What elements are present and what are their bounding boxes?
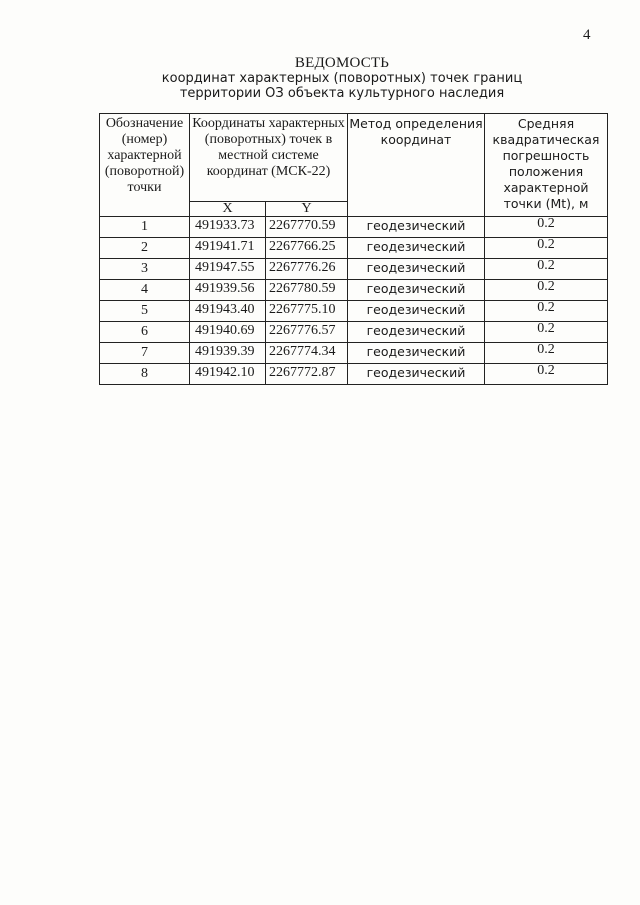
x-cell: 491947.55 bbox=[190, 259, 266, 280]
y-cell: 2267776.57 bbox=[266, 322, 348, 343]
y-cell: 2267766.25 bbox=[266, 238, 348, 259]
x-cell: 491941.71 bbox=[190, 238, 266, 259]
x-cell: 491939.39 bbox=[190, 343, 266, 364]
point-cell: 1 bbox=[100, 217, 190, 238]
accuracy-cell: 0.2 bbox=[485, 343, 608, 364]
title-subline-1: координат характерных (поворотных) точек границ bbox=[161, 71, 523, 86]
y-cell: 2267774.34 bbox=[266, 343, 348, 364]
accuracy-cell: 0.2 bbox=[485, 280, 608, 301]
header-method: Метод определения координат bbox=[348, 114, 485, 217]
y-cell: 2267776.26 bbox=[266, 259, 348, 280]
x-cell: 491943.40 bbox=[190, 301, 266, 322]
x-cell: 491942.10 bbox=[190, 364, 266, 385]
method-cell: геодезический bbox=[348, 217, 485, 238]
method-cell: геодезический bbox=[348, 301, 485, 322]
title-heading: ВЕДОМОСТЬ bbox=[294, 55, 390, 71]
accuracy-cell: 0.2 bbox=[485, 238, 608, 259]
x-cell: 491933.73 bbox=[190, 217, 266, 238]
header-y: Y bbox=[266, 201, 348, 216]
accuracy-cell: 0.2 bbox=[485, 259, 608, 280]
point-cell: 3 bbox=[100, 259, 190, 280]
method-cell: геодезический bbox=[348, 259, 485, 280]
point-cell: 2 bbox=[100, 238, 190, 259]
table-row bbox=[100, 238, 608, 259]
x-cell: 491940.69 bbox=[190, 322, 266, 343]
table-row bbox=[100, 217, 608, 238]
coordinates-table bbox=[99, 113, 608, 385]
y-cell: 2267770.59 bbox=[266, 217, 348, 238]
point-cell: 5 bbox=[100, 301, 190, 322]
accuracy-cell: 0.2 bbox=[485, 322, 608, 343]
header-point-designation: Обозначение (номер) характерной (поворотной) точки bbox=[100, 114, 190, 217]
table-row bbox=[100, 322, 608, 343]
y-cell: 2267780.59 bbox=[266, 280, 348, 301]
x-cell: 491939.56 bbox=[190, 280, 266, 301]
method-cell: геодезический bbox=[348, 322, 485, 343]
point-cell: 8 bbox=[100, 364, 190, 385]
accuracy-cell: 0.2 bbox=[485, 364, 608, 385]
table-row bbox=[100, 301, 608, 322]
table-row bbox=[100, 364, 608, 385]
point-cell: 6 bbox=[100, 322, 190, 343]
y-cell: 2267772.87 bbox=[266, 364, 348, 385]
header-x: X bbox=[190, 201, 266, 216]
accuracy-cell: 0.2 bbox=[485, 301, 608, 322]
method-cell: геодезический bbox=[348, 343, 485, 364]
table-row bbox=[100, 343, 608, 364]
header-coordinates: Координаты характерных (поворотных) точек в местной системе координат (МСК-22) bbox=[190, 114, 348, 202]
y-cell: 2267775.10 bbox=[266, 301, 348, 322]
page-number: 4 bbox=[583, 27, 591, 43]
method-cell: геодезический bbox=[348, 364, 485, 385]
accuracy-cell: 0.2 bbox=[485, 217, 608, 238]
method-cell: геодезический bbox=[348, 238, 485, 259]
title-subline-2: территории ОЗ объекта культурного наследия bbox=[179, 86, 505, 101]
document-title bbox=[0, 56, 640, 101]
table-row bbox=[100, 259, 608, 280]
header-accuracy: Средняя квадратическая погрешность положения характерной точки (Mt), м bbox=[485, 114, 608, 217]
table-row bbox=[100, 280, 608, 301]
point-cell: 7 bbox=[100, 343, 190, 364]
method-cell: геодезический bbox=[348, 280, 485, 301]
point-cell: 4 bbox=[100, 280, 190, 301]
